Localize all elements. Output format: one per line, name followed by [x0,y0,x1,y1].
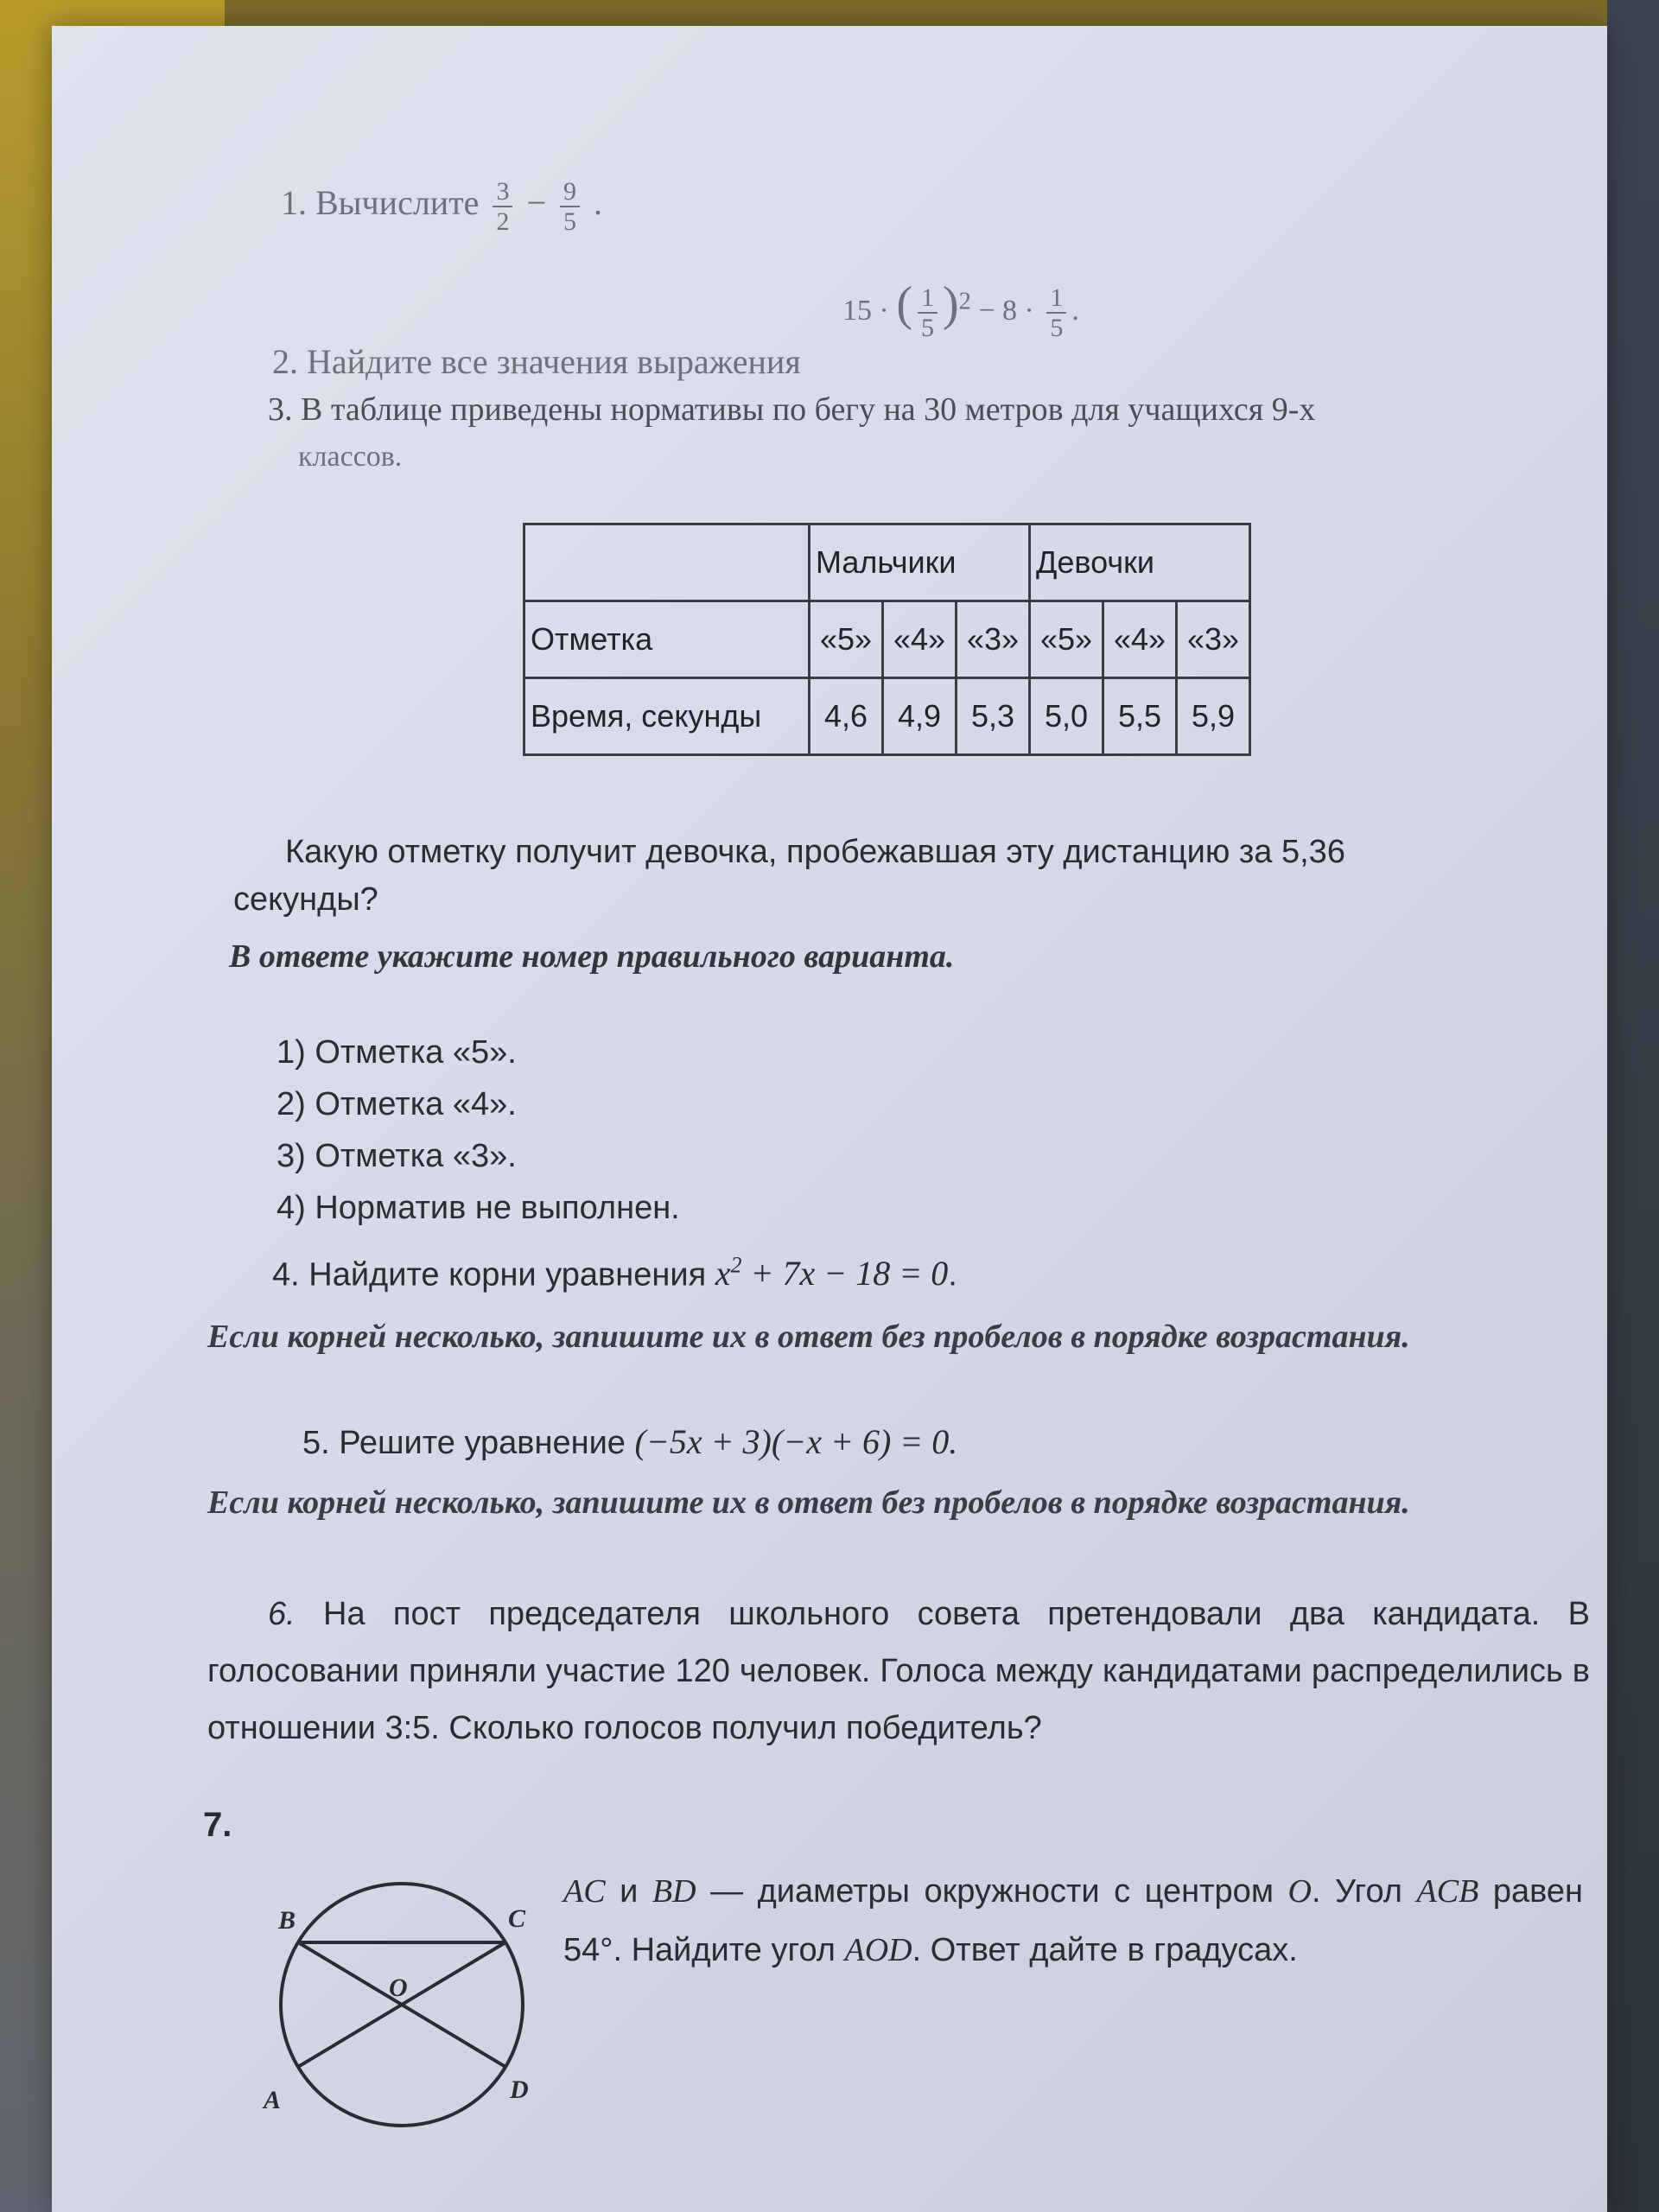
table-cell-time: 5,5 [1103,678,1177,755]
question-5-label: 5. Решите уравнение [302,1425,626,1461]
fraction-1-5: $\frac{1}{5}$ [918,283,938,342]
question-3-prompt-2: секунды? [233,881,378,918]
answer-option: 1) Отметка «5». [276,1034,517,1071]
question-3-instruction: В ответе укажите номер правильного варианта. [229,938,955,975]
worksheet-page [52,26,1607,2212]
background-right [1607,0,1659,2212]
fraction-1-5-b: $\frac{1}{5}$ [1046,283,1066,342]
point-label-a: A [264,2086,282,2114]
circle-diagram [259,1858,544,2143]
question-6-number: 6. [268,1596,296,1632]
answer-option: 4) Норматив не выполнен. [276,1190,680,1226]
question-4-equation: $x^2 + 7x - 18 = 0$ [715,1253,949,1294]
question-5-note: Если корней несколько, запишите их в ответ без пробелов в порядке возрастания. [207,1484,1410,1521]
question-1: 1. Вычислите $\frac{3}{2}$ − $\frac{9}{5}$ . [281,177,602,236]
table-cell-mark: «4» [883,601,957,678]
table-header-girls: Девочки [1030,524,1250,601]
question-4-label: 4. Найдите корни уравнения [272,1256,707,1294]
minus-sign: − [526,183,546,223]
point-label-o: O [389,1974,408,2002]
question-2-expression: 15 · ( $\frac{1}{5}$ )$^2$ − 8 · $\frac{1}{5}$ . [842,277,1079,343]
table-row-label-time: Время, секунды [524,678,810,755]
question-6-text: На пост председателя школьного совета претендовали два кандидата. В голосовании приняли участие 120 человек. Голоса между кандидатами распределились в отношении 3:5. Сколько голосов получил победитель? [207,1596,1590,1746]
question-5-equation: (−5x + 3)(−x + 6) = 0. [634,1422,958,1461]
table-cell-time: 5,3 [957,678,1030,755]
table-cell-time: 4,6 [810,678,883,755]
table-cell-mark: «3» [1177,601,1250,678]
table-header-boys: Мальчики [810,524,1030,601]
running-standards-table [523,523,1251,756]
point-label-c: C [508,1904,526,1933]
question-7-number: 7. [203,1806,232,1844]
table-cell-mark: «4» [1103,601,1177,678]
table-corner-cell [524,524,810,601]
table-cell-time: 5,9 [1177,678,1250,755]
table-cell-time: 5,0 [1030,678,1103,755]
point-label-d: D [510,2075,529,2104]
question-4: 4. Найдите корни уравнения $x^2 + 7x - 18 = 0$. [272,1253,957,1294]
question-6 [207,1586,1590,1757]
question-1-label: 1. Вычислите [281,183,480,223]
question-3-prompt: Какую отметку получит девочка, пробежавшая эту дистанцию за 5,36 [285,834,1345,870]
fraction-9-5: $\frac{9}{5}$ [560,177,580,236]
table-cell-mark: «5» [810,601,883,678]
point-label-b: B [278,1906,296,1935]
table-cell-mark: «3» [957,601,1030,678]
question-5 [302,1421,957,1462]
question-3-text: 3. В таблице приведены нормативы по бегу на 30 метров для учащихся 9-х [268,391,1316,428]
table-cell-time: 4,9 [883,678,957,755]
answer-option: 2) Отметка «4». [276,1086,517,1122]
answer-options [276,1027,680,1234]
table-cell-mark: «5» [1030,601,1103,678]
question-2-label: 2. Найдите все значения выражения [272,342,801,381]
question-3-text-2: классов. [298,441,403,473]
table-row-label-mark: Отметка [524,601,810,678]
question-7-text: AC и BD — диаметры окружности с центром O. Угол ACB равен 54°. Найдите угол AOD. Ответ дайте в градусах. [563,1873,1583,1968]
question-4-note: Если корней несколько, запишите их в ответ без пробелов в порядке возрастания. [207,1319,1410,1355]
fraction-3-2: $\frac{3}{2}$ [493,177,512,236]
answer-option: 3) Отметка «3». [276,1138,517,1174]
